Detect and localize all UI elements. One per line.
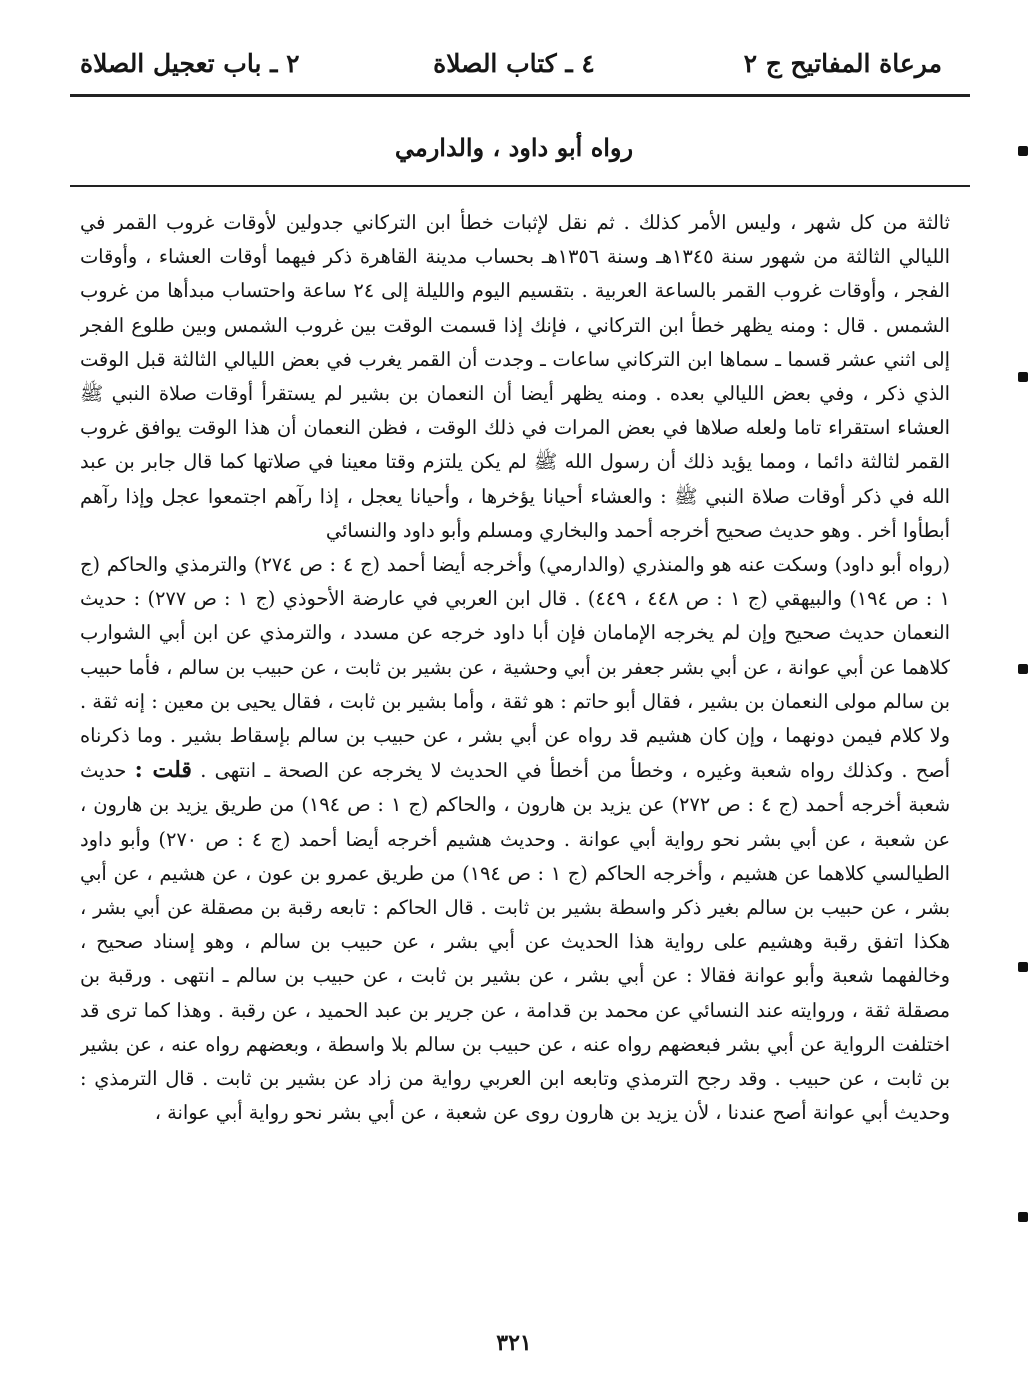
scan-edge-mark: [1018, 1212, 1028, 1222]
text-separator-rule: [70, 185, 970, 187]
scan-edge-mark: [1018, 372, 1028, 382]
header-rule: [70, 94, 970, 97]
scan-edge-mark: [1018, 146, 1028, 156]
commentary-paragraph-2: (رواه أبو داود) وسكت عنه هو والمنذري (والدارمي) وأخرجه أيضا أحمد (ج ٤ : ص ٢٧٤) والترمذي والحاكم (ج ١ : ص ١٩٤) والبيهقي (ج ١ : ص ٤٤٨ ، ٤٤٩) . قال ابن العربي في عارضة الأحوذي (ج ١ : ص ٢٧٧) : حديث النعمان حديث صحيح وإن لم يخرجه الإمامان فإن أبا داود خرجه عن مسدد ، والترمذي عن ابن أبي الشوارب كلاهما عن أبي عوانة ، عن أبي بشر جعفر بن أبي وحشية ، عن بشير بن ثابت ، عن حبيب بن سالم ، فأما حبيب بن سالم مولى النعمان بن بشير ، فقال أبو حاتم : هو ثقة ، وأما بشير بن ثابت ، فقال يحيى بن معين : إنه ثقة . ولا كلام فيمن دونهما ، وإن كان هشيم قد رواه عن أبي بشر ، عن حبيب بن سالم بإسقاط بشير . وما ذكرناه أصح . وكذلك رواه شعبة وغيره ، وخطأ من أخطأ في الحديث لا يخرجه عن الصحة ـ انتهى .: [80, 553, 950, 783]
running-header-book-title: مرعاة المفاتيح ج ٢: [743, 49, 942, 78]
commentary-paragraph-1: ثالثة من كل شهر ، وليس الأمر كذلك . ثم نقل لإثبات خطأ ابن التركاني جدولين لأوقات غروب القمر في الليالي الثالثة من شهور سنة ١٣٤٥هـ وسنة ١٣٥٦هـ بحساب مدينة القاهرة ذكر فيهما أوقات العشاء ، وأوقات الفجر ، وأوقات غروب القمر بالساعة العربية . بتقسيم اليوم والليلة إلى ٢٤ ساعة واحتساب مبدأها من غروب الشمس . قال : ومنه يظهر خطأ ابن التركاني ، فإنك إذا قسمت الوقت بين غروب الشمس وبين طلوع الفجر إلى اثني عشر قسما ـ سماها ابن التركاني ساعات ـ وجدت أن القمر يغرب في بعض الليالي الثالثة قبل الوقت الذي ذكر ، وفي بعض الليالي بعده . ومنه يظهر أيضا أن النعمان بن بشير لم يستقرأ أوقات صلاة النبي ﷺ العشاء استقراء تاما ولعله صلاها في بعض المرات في ذلك الوقت ، فظن النعمان أن هذا الوقت يوافق غروب القمر لثالثة دائما ، ومما يؤيد ذلك أن رسول الله ﷺ لم يكن يلتزم وقتا معينا في صلاتها كما قال جابر بن عبد الله في ذكر أوقات صلاة النبي ﷺ : والعشاء أحيانا يؤخرها ، وأحيانا يعجل ، إذا رآهم اجتمعوا عجل وإذا رآهم أبطأوا أخر . وهو حديث صحيح أخرجه أحمد والبخاري ومسلم وأبو داود والنسائي: [80, 211, 950, 542]
scan-edge-mark: [1018, 664, 1028, 674]
running-header-section: ٢ ـ باب تعجيل الصلاة: [80, 49, 300, 78]
commentary-body: [80, 206, 950, 1276]
running-header-chapter: ٤ ـ كتاب الصلاة: [433, 49, 595, 78]
qult-marker: قلت :: [134, 757, 192, 784]
page-number: ٣٢١: [496, 1330, 532, 1356]
scan-edge-mark: [1018, 962, 1028, 972]
commentary-paragraph-3: حديث شعبة أخرجه أحمد (ج ٤ : ص ٢٧٢) عن يزيد بن هارون ، والحاكم (ج ١ : ص ١٩٤) من طريق يزيد بن هارون ، عن شعبة ، عن أبي بشر نحو رواية أبي عوانة . وحديث هشيم أخرجه أيضا أحمد (ج ٤ : ص ٢٧٠) وأبو داود الطيالسي كلاهما عن هشيم ، وأخرجه الحاكم (ج ١ : ص ١٩٤) من طريق عمرو بن عون ، عن هشيم ، عن أبي بشر ، عن حبيب بن سالم بغير ذكر واسطة بشير بن ثابت . قال الحاكم : تابعه رقبة بن مصقلة عن أبي بشر ، هكذا اتفق رقبة وهشيم على رواية هذا الحديث عن أبي بشر ، عن حبيب بن سالم ، وهو إسناد صحيح ، وخالفهما شعبة وأبو عوانة فقالا : عن أبي بشر ، عن بشير بن ثابت ، عن حبيب بن سالم ـ انتهى . ورقبة بن مصقلة ثقة ، وروايته عند النسائي عن محمد بن قدامة ، عن جرير بن عبد الحميد ، عن رقبة . وهذا كما ترى قد اختلفت الرواية عن أبي بشر فبعضهم رواه عنه ، عن حبيب بن سالم بلا واسطة ، وبعضهم رواه عنه ، عن بشير بن ثابت ، عن حبيب . وقد رجح الترمذي وتابعه ابن العربي رواية من زاد عن بشير بن ثابت . قال الترمذي : وحديث أبي عوانة أصح عندنا ، لأن يزيد بن هارون روى عن شعبة ، عن أبي بشر نحو رواية أبي عوانة ،: [80, 759, 950, 1125]
hadith-source-line: رواه أبو داود ، والدارمي: [394, 133, 634, 162]
